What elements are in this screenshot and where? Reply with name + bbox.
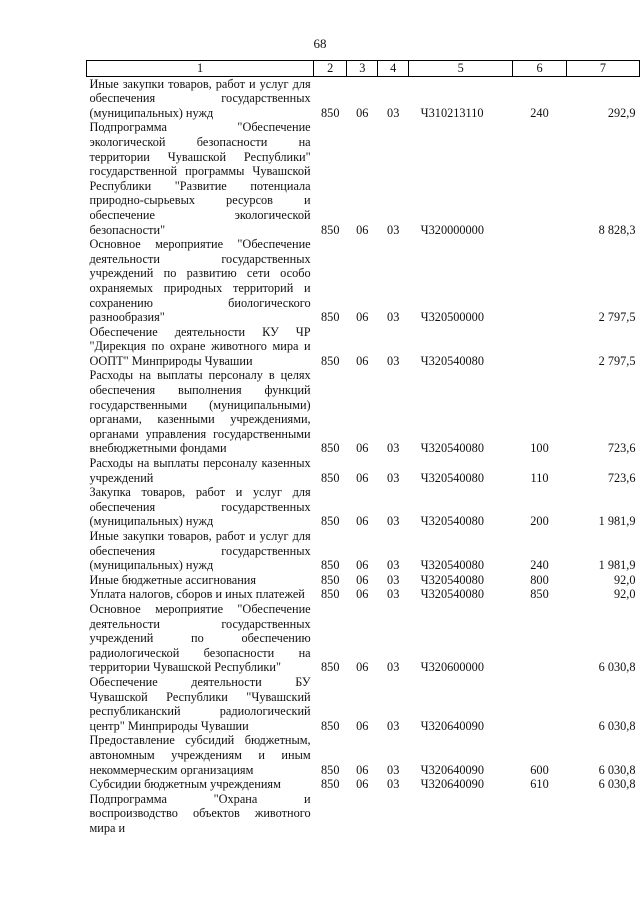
- table-row: [87, 237, 640, 325]
- row-amount: 1 981,9: [598, 558, 636, 573]
- row-target-article: Ч320540080: [420, 514, 484, 529]
- row-ministry-code: 850: [321, 572, 340, 587]
- row-amount: 8 828,3: [598, 222, 636, 237]
- row-name: Обеспечение деятельности БУ Чувашской Республики "Чувашский республиканский радиологический центр" Минприроды Чувашии: [89, 674, 311, 733]
- column-header: 3: [347, 61, 378, 77]
- row-expense-type: 850: [530, 587, 549, 602]
- row-section-code: 06: [356, 514, 369, 529]
- row-expense-type: 800: [530, 572, 549, 587]
- row-target-article: Ч320640090: [420, 762, 484, 777]
- row-expense-type: [513, 792, 567, 836]
- row-name: Основное мероприятие "Обеспечение деятельности государственных учреждений по обеспечению радиологической безопасности на территории Чувашской Республики": [89, 601, 311, 675]
- table-row: [87, 777, 640, 792]
- row-name: Расходы на выплаты персоналу казенных учреждений: [89, 456, 311, 485]
- table-row: [87, 529, 640, 573]
- row-target-article: Ч310213110: [420, 105, 484, 120]
- table-row: [87, 485, 640, 529]
- table-row: [87, 368, 640, 456]
- table-row: [87, 76, 640, 120]
- row-amount: 1 981,9: [598, 514, 636, 529]
- table-row: [87, 325, 640, 369]
- table-row: [87, 675, 640, 733]
- page-number: 68: [313, 36, 327, 51]
- row-name: Подпрограмма "Охрана и воспроизводство объектов животного мира и: [89, 791, 311, 835]
- row-expense-type: 610: [530, 777, 549, 792]
- row-section-code: 06: [356, 310, 369, 325]
- row-expense-type: [513, 325, 567, 369]
- row-target-article: Ч320500000: [420, 310, 484, 325]
- column-header: 1: [87, 61, 314, 77]
- row-amount: 2 797,5: [598, 310, 636, 325]
- row-ministry-code: 850: [321, 587, 340, 602]
- row-name: Субсидии бюджетным учреждениям: [89, 777, 281, 792]
- row-name: Обеспечение деятельности КУ ЧР "Дирекция по охране животного мира и ООПТ" Минприроды Чувашии: [89, 324, 311, 368]
- row-ministry-code: 850: [321, 660, 340, 675]
- row-subsection-code: 03: [387, 470, 400, 485]
- row-name: Основное мероприятие "Обеспечение деятельности государственных учреждений по развитию сети особо охраняемых природных территорий и сохранению биологического разнообразия": [89, 237, 311, 325]
- row-section-code: 06: [356, 222, 369, 237]
- row-expense-type: [513, 120, 567, 237]
- row-expense-type: [513, 675, 567, 733]
- row-subsection-code: 03: [387, 310, 400, 325]
- row-name: Расходы на выплаты персоналу в целях обеспечения выполнения функций государственными (муниципальными) органами, казенными учреждениями, органами управления государственными внебюджетными фондами: [89, 368, 311, 456]
- table-row: [87, 120, 640, 237]
- row-section-code: 06: [356, 718, 369, 733]
- row-section-code: 06: [356, 558, 369, 573]
- row-subsection-code: 03: [387, 762, 400, 777]
- row-target-article: Ч320000000: [420, 222, 484, 237]
- row-amount: 6 030,8: [598, 660, 636, 675]
- column-header: 7: [566, 61, 639, 77]
- column-header: 2: [314, 61, 347, 77]
- row-target-article: Ч320640090: [420, 718, 484, 733]
- row-ministry-code: 850: [321, 470, 340, 485]
- row-amount: 723,6: [607, 441, 636, 456]
- row-section-code: 06: [356, 777, 369, 792]
- row-section-code: 06: [356, 353, 369, 368]
- row-amount: 92,0: [613, 587, 636, 602]
- row-ministry-code: 850: [321, 558, 340, 573]
- row-expense-type: 200: [530, 514, 549, 529]
- row-name: Подпрограмма "Обеспечение экологической безопасности на территории Чувашской Республики" государственной программы Чувашской Республики "Развитие потенциала природно-сырьевых ресурсов и обеспечение экологической безопасности": [89, 120, 311, 237]
- row-subsection-code: 03: [387, 441, 400, 456]
- row-amount: 2 797,5: [598, 353, 636, 368]
- row-expense-type: 600: [530, 762, 549, 777]
- row-section-code: [347, 792, 378, 836]
- row-section-code: 06: [356, 572, 369, 587]
- row-ministry-code: 850: [321, 222, 340, 237]
- table-row: [87, 456, 640, 485]
- row-section-code: 06: [356, 660, 369, 675]
- column-header: 6: [513, 61, 567, 77]
- row-section-code: 06: [356, 470, 369, 485]
- row-target-article: Ч320540080: [420, 558, 484, 573]
- row-subsection-code: 03: [387, 572, 400, 587]
- row-ministry-code: 850: [321, 310, 340, 325]
- table-row: [87, 792, 640, 836]
- row-section-code: 06: [356, 587, 369, 602]
- row-target-article: Ч320540080: [420, 441, 484, 456]
- row-ministry-code: 850: [321, 514, 340, 529]
- row-subsection-code: 03: [387, 105, 400, 120]
- row-target-article: Ч320540080: [420, 587, 484, 602]
- row-ministry-code: 850: [321, 353, 340, 368]
- row-name: Уплата налогов, сборов и иных платежей: [89, 587, 305, 602]
- header-row: [87, 61, 640, 77]
- row-amount: 6 030,8: [598, 762, 636, 777]
- row-name: Иные закупки товаров, работ и услуг для обеспечения государственных (муниципальных) нужд: [89, 529, 311, 573]
- row-subsection-code: 03: [387, 660, 400, 675]
- row-section-code: 06: [356, 441, 369, 456]
- row-ministry-code: [314, 792, 347, 836]
- row-amount: 6 030,8: [598, 718, 636, 733]
- row-ministry-code: 850: [321, 777, 340, 792]
- row-ministry-code: 850: [321, 718, 340, 733]
- row-subsection-code: [378, 792, 409, 836]
- table-row: [87, 602, 640, 675]
- row-section-code: 06: [356, 762, 369, 777]
- row-section-code: 06: [356, 105, 369, 120]
- row-target-article: Ч320640090: [420, 777, 484, 792]
- row-name: Иные закупки товаров, работ и услуг для обеспечения государственных (муниципальных) нужд: [89, 76, 311, 120]
- row-subsection-code: 03: [387, 222, 400, 237]
- row-expense-type: [513, 237, 567, 325]
- table-row: [87, 733, 640, 777]
- row-expense-type: 110: [530, 470, 549, 485]
- row-subsection-code: 03: [387, 514, 400, 529]
- column-header: 5: [409, 61, 513, 77]
- row-name: Закупка товаров, работ и услуг для обеспечения государственных (муниципальных) нужд: [89, 485, 311, 529]
- row-target-article: Ч320540080: [420, 572, 484, 587]
- column-header: 4: [378, 61, 409, 77]
- row-amount: 723,6: [607, 470, 636, 485]
- row-subsection-code: 03: [387, 587, 400, 602]
- row-expense-type: 240: [530, 105, 549, 120]
- row-target-article: [409, 792, 513, 836]
- row-amount: 92,0: [613, 572, 636, 587]
- row-target-article: Ч320540080: [420, 470, 484, 485]
- row-name: Предоставление субсидий бюджетным, автономным учреждениям и иным некоммерческим организациям: [89, 733, 311, 777]
- row-expense-type: 240: [530, 558, 549, 573]
- row-subsection-code: 03: [387, 777, 400, 792]
- row-amount: [566, 792, 639, 836]
- budget-table: [86, 60, 640, 835]
- row-target-article: Ч320540080: [420, 353, 484, 368]
- row-name: Иные бюджетные ассигнования: [89, 572, 257, 587]
- row-target-article: Ч320600000: [420, 660, 484, 675]
- row-amount: 6 030,8: [598, 777, 636, 792]
- table-row: [87, 573, 640, 588]
- row-ministry-code: 850: [321, 762, 340, 777]
- table-row: [87, 587, 640, 602]
- row-amount: 292,9: [607, 105, 636, 120]
- row-subsection-code: 03: [387, 718, 400, 733]
- row-subsection-code: 03: [387, 353, 400, 368]
- row-subsection-code: 03: [387, 558, 400, 573]
- row-expense-type: [513, 602, 567, 675]
- row-ministry-code: 850: [321, 105, 340, 120]
- row-ministry-code: 850: [321, 441, 340, 456]
- row-expense-type: 100: [530, 441, 549, 456]
